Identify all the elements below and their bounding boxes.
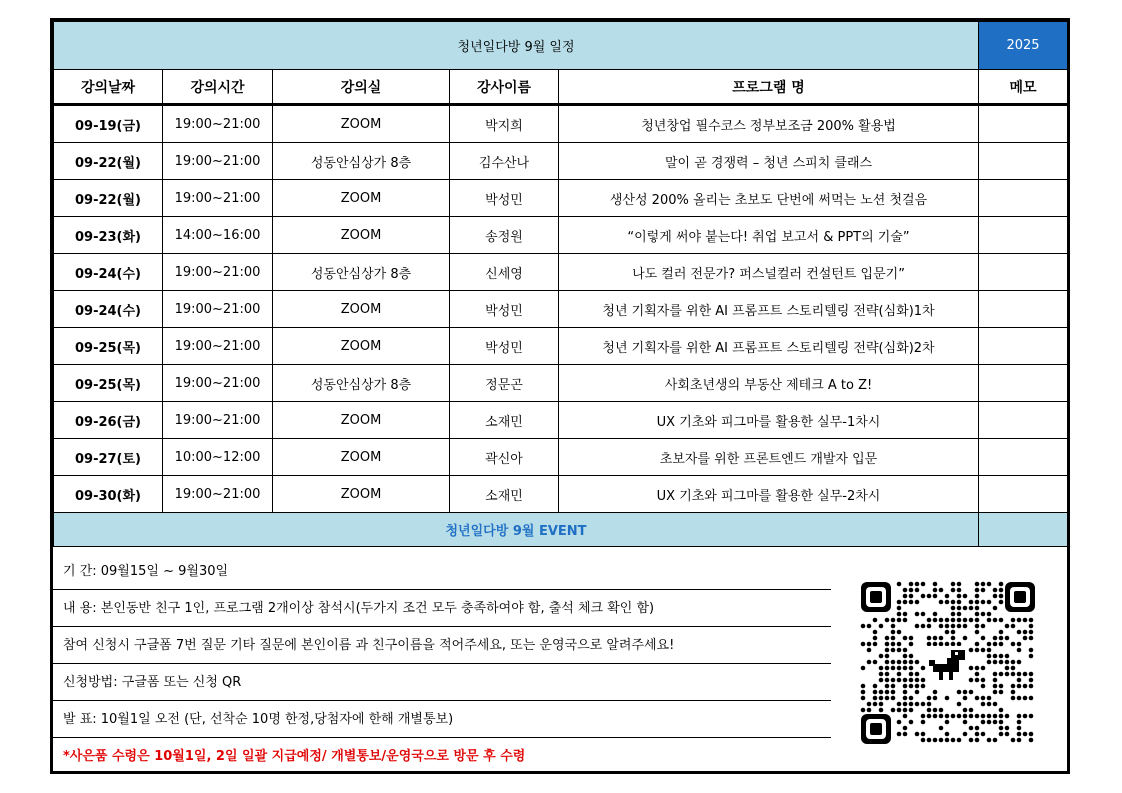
cell-room: 성동안심상가 8층 [273, 365, 450, 402]
cell-time: 19:00~21:00 [163, 291, 273, 328]
cell-time: 19:00~21:00 [163, 254, 273, 291]
qr-code-icon[interactable] [857, 578, 1039, 748]
column-header: 메모 [979, 70, 1068, 105]
cell-date: 09-27(토) [54, 439, 163, 476]
cell-memo [979, 439, 1068, 476]
cell-time: 19:00~21:00 [163, 402, 273, 439]
cell-time: 19:00~21:00 [163, 143, 273, 180]
cell-program: UX 기초와 피그마를 활용한 실무-2차시 [559, 476, 979, 513]
cell-program: UX 기초와 피그마를 활용한 실무-1차시 [559, 402, 979, 439]
cell-room: ZOOM [273, 476, 450, 513]
schedule-table [53, 21, 1068, 547]
event-detail-line: *사은품 수령은 10월1일, 2일 일괄 지급예정/ 개별통보/운영국으로 방문 후 수령 [63, 749, 526, 764]
table-row [54, 439, 1068, 476]
cell-memo [979, 476, 1068, 513]
cell-date: 09-22(월) [54, 143, 163, 180]
cell-date: 09-22(월) [54, 180, 163, 217]
cell-time: 19:00~21:00 [163, 328, 273, 365]
table-row [54, 180, 1068, 217]
cell-instructor: 소재민 [450, 402, 559, 439]
event-detail-line: 내 용: 본인동반 친구 1인, 프로그램 2개이상 참석시(두가지 조건 모두 충족하여야 함, 출석 체크 확인 함) [53, 590, 831, 627]
cell-instructor: 박성민 [450, 291, 559, 328]
cell-memo [979, 328, 1068, 365]
cell-program: 말이 곧 경쟁력 – 청년 스피치 클래스 [559, 143, 979, 180]
event-details [53, 553, 831, 775]
cell-time: 19:00~21:00 [163, 365, 273, 402]
cell-instructor: 박성민 [450, 180, 559, 217]
table-row [54, 365, 1068, 402]
cell-program: “이렇게 써야 붙는다! 취업 보고서 & PPT의 기술” [559, 217, 979, 254]
cell-date: 09-26(금) [54, 402, 163, 439]
cell-program: 청년창업 필수코스 정부보조금 200% 활용법 [559, 105, 979, 143]
cell-room: ZOOM [273, 217, 450, 254]
cell-room: ZOOM [273, 439, 450, 476]
cell-instructor: 김수산나 [450, 143, 559, 180]
cell-instructor: 송정원 [450, 217, 559, 254]
cell-memo [979, 105, 1068, 143]
cell-instructor: 박지희 [450, 105, 559, 143]
dino-icon [927, 646, 967, 686]
qr-frame [835, 558, 1061, 768]
cell-instructor: 정문곤 [450, 365, 559, 402]
event-memo-cell [979, 513, 1068, 547]
event-title: 청년일다방 9월 EVENT [54, 513, 979, 547]
cell-room: 성동안심상가 8층 [273, 254, 450, 291]
cell-date: 09-24(수) [54, 254, 163, 291]
cell-program: 생산성 200% 올리는 초보도 단번에 써먹는 노션 첫걸음 [559, 180, 979, 217]
cell-date: 09-23(화) [54, 217, 163, 254]
cell-instructor: 곽신아 [450, 439, 559, 476]
cell-memo [979, 143, 1068, 180]
cell-room: ZOOM [273, 402, 450, 439]
schedule-sheet [50, 18, 1070, 774]
event-detail-line: 기 간: 09월15일 ~ 9월30일 [53, 553, 831, 590]
cell-memo [979, 180, 1068, 217]
cell-program: 청년 기획자를 위한 AI 프롬프트 스토리텔링 전략(심화)2차 [559, 328, 979, 365]
cell-room: ZOOM [273, 105, 450, 143]
column-header: 프로그램 명 [559, 70, 979, 105]
cell-room: ZOOM [273, 328, 450, 365]
page-title: 청년일다방 9월 일정 [54, 22, 979, 70]
cell-instructor: 신세영 [450, 254, 559, 291]
table-row [54, 402, 1068, 439]
table-row [54, 217, 1068, 254]
year-badge: 2025 [979, 22, 1068, 70]
cell-time: 14:00~16:00 [163, 217, 273, 254]
cell-instructor: 소재민 [450, 476, 559, 513]
table-row [54, 143, 1068, 180]
cell-memo [979, 402, 1068, 439]
table-row [54, 254, 1068, 291]
column-header: 강의시간 [163, 70, 273, 105]
cell-program: 나도 컬러 전문가? 퍼스널컬러 컨설턴트 입문기” [559, 254, 979, 291]
cell-time: 19:00~21:00 [163, 180, 273, 217]
cell-room: ZOOM [273, 180, 450, 217]
table-row [54, 291, 1068, 328]
cell-date: 09-25(목) [54, 328, 163, 365]
cell-program: 사회초년생의 부동산 제테크 A to Z! [559, 365, 979, 402]
cell-date: 09-19(금) [54, 105, 163, 143]
cell-date: 09-25(목) [54, 365, 163, 402]
column-header: 강사이름 [450, 70, 559, 105]
cell-date: 09-24(수) [54, 291, 163, 328]
table-row [54, 476, 1068, 513]
event-detail-line: 발 표: 10월1일 오전 (단, 선착순 10명 한정,당첨자에 한해 개별통보) [53, 701, 831, 738]
cell-time: 10:00~12:00 [163, 439, 273, 476]
cell-memo [979, 291, 1068, 328]
table-row [54, 105, 1068, 143]
cell-room: 성동안심상가 8층 [273, 143, 450, 180]
column-header: 강의실 [273, 70, 450, 105]
column-header: 강의날짜 [54, 70, 163, 105]
cell-date: 09-30(화) [54, 476, 163, 513]
table-row [54, 328, 1068, 365]
cell-time: 19:00~21:00 [163, 476, 273, 513]
cell-program: 초보자를 위한 프론트엔드 개발자 입문 [559, 439, 979, 476]
cell-memo [979, 217, 1068, 254]
event-detail-line: 신청방법: 구글폼 또는 신청 QR [53, 664, 831, 701]
cell-instructor: 박성민 [450, 328, 559, 365]
cell-room: ZOOM [273, 291, 450, 328]
cell-time: 19:00~21:00 [163, 105, 273, 143]
cell-memo [979, 365, 1068, 402]
cell-program: 청년 기획자를 위한 AI 프롬프트 스토리텔링 전략(심화)1차 [559, 291, 979, 328]
cell-memo [979, 254, 1068, 291]
event-detail-line: 참여 신청시 구글폼 7번 질문 기타 질문에 본인이름 과 친구이름을 적어주세요, 또는 운영국으로 알려주세요! [53, 627, 831, 664]
